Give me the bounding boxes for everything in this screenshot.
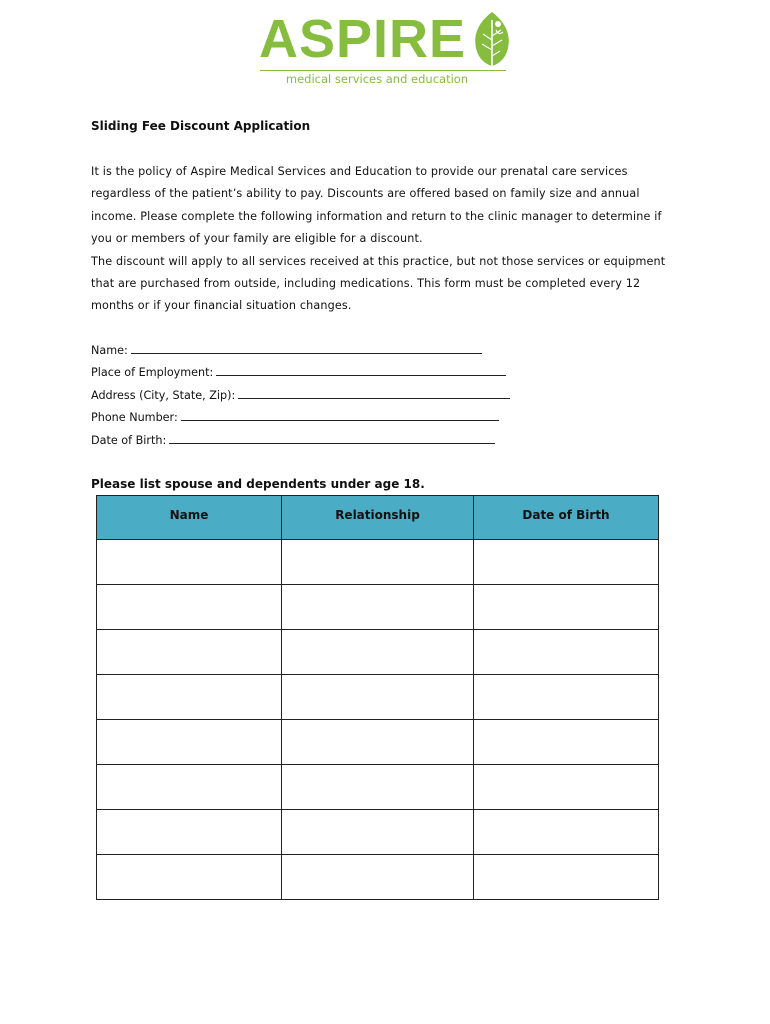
dependent-relationship-cell[interactable] — [282, 675, 474, 720]
employment-field-label: Place of Employment: — [91, 366, 214, 380]
logo-wordmark: ASPIRE — [259, 9, 467, 69]
dependent-dob-cell[interactable] — [474, 765, 659, 810]
form-title: Sliding Fee Discount Application — [91, 119, 311, 133]
dependent-name-cell[interactable] — [97, 630, 282, 675]
name-field — [91, 340, 510, 362]
table-row — [97, 630, 659, 675]
name-input-line[interactable] — [131, 341, 482, 354]
dependent-name-cell[interactable] — [97, 585, 282, 630]
address-input-line[interactable] — [238, 386, 510, 399]
column-header-relationship: Relationship — [282, 496, 474, 540]
dependent-relationship-cell[interactable] — [282, 540, 474, 585]
dependent-name-cell[interactable] — [97, 720, 282, 765]
logo-divider — [260, 70, 506, 71]
table-row — [97, 810, 659, 855]
table-row — [97, 855, 659, 900]
dependent-name-cell[interactable] — [97, 540, 282, 585]
dependent-dob-cell[interactable] — [474, 585, 659, 630]
dob-input-line[interactable] — [169, 431, 495, 444]
phone-input-line[interactable] — [181, 408, 499, 421]
dependent-name-cell[interactable] — [97, 765, 282, 810]
employment-input-line[interactable] — [216, 363, 506, 376]
dependent-dob-cell[interactable] — [474, 630, 659, 675]
table-row — [97, 585, 659, 630]
dob-field — [91, 430, 510, 452]
address-field-label: Address (City, State, Zip): — [91, 388, 236, 402]
dependent-relationship-cell[interactable] — [282, 810, 474, 855]
dependents-table — [96, 495, 659, 900]
phone-field — [91, 407, 510, 429]
dependent-name-cell[interactable] — [97, 810, 282, 855]
dependent-name-cell[interactable] — [97, 855, 282, 900]
table-row — [97, 540, 659, 585]
name-field-label: Name: — [91, 344, 128, 357]
dependent-relationship-cell[interactable] — [282, 630, 474, 675]
dependent-relationship-cell[interactable] — [282, 855, 474, 900]
dependent-relationship-cell[interactable] — [282, 585, 474, 630]
aspire-logo — [256, 6, 516, 84]
dependent-relationship-cell[interactable] — [282, 765, 474, 810]
employment-field — [91, 362, 510, 384]
table-row — [97, 765, 659, 810]
address-field — [91, 385, 510, 407]
policy-paragraph-2: The discount will apply to all services received at this practice, but not those services or equipment that are purchased from outside, including medications. This form must be completed every 12 months or if your financial situation changes. — [91, 254, 666, 313]
dependent-dob-cell[interactable] — [474, 810, 659, 855]
leaf-icon — [472, 10, 512, 76]
dependents-heading: Please list spouse and dependents under age 18. — [91, 477, 425, 491]
policy-text — [91, 161, 681, 318]
column-header-date-of-birth: Date of Birth — [474, 496, 659, 540]
policy-paragraph-1: It is the policy of Aspire Medical Services and Education to provide our prenatal care services regardless of the patient’s ability to pay. Discounts are offered based on family size and annual income. Please complete the following information and return to the clinic manager to determine if you or members of your family are eligible for a discount. — [91, 165, 662, 246]
table-row — [97, 675, 659, 720]
dependent-relationship-cell[interactable] — [282, 720, 474, 765]
dependent-dob-cell[interactable] — [474, 675, 659, 720]
dob-field-label: Date of Birth: — [91, 433, 167, 447]
dependent-dob-cell[interactable] — [474, 720, 659, 765]
phone-field-label: Phone Number: — [91, 411, 178, 425]
applicant-fields — [91, 340, 510, 452]
dependent-name-cell[interactable] — [97, 675, 282, 720]
dependent-dob-cell[interactable] — [474, 540, 659, 585]
logo-tagline: medical services and education — [285, 72, 469, 86]
table-header-row — [97, 496, 659, 540]
dependent-dob-cell[interactable] — [474, 855, 659, 900]
column-header-name: Name — [97, 496, 282, 540]
table-row — [97, 720, 659, 765]
